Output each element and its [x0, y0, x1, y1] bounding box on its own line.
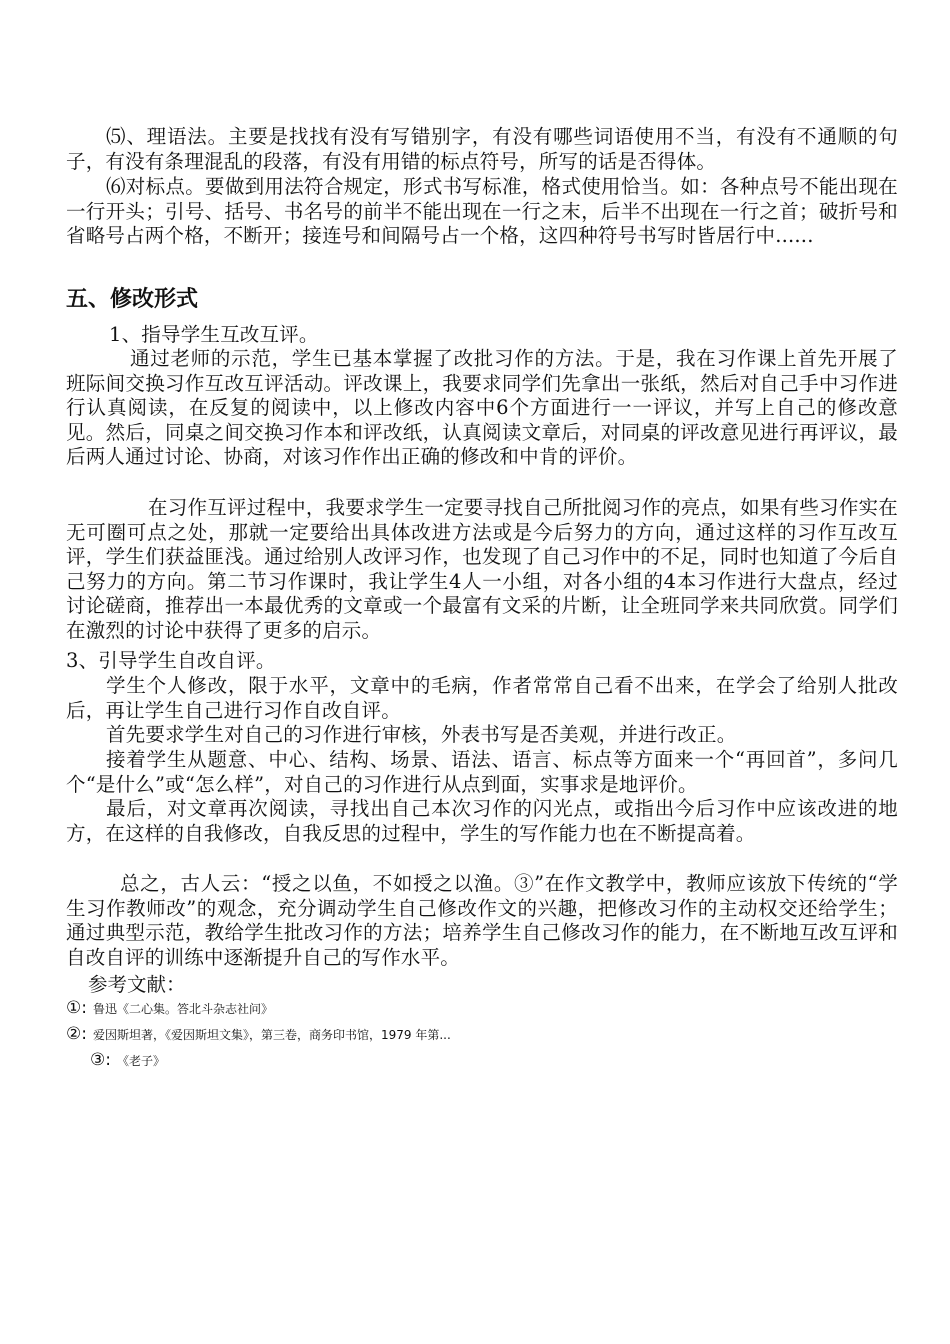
- paragraph-self-review-2: 首先要求学生对自己的习作进行审核，外表书写是否美观，并进行改正。: [106, 723, 737, 746]
- reference-text: 鲁迅《二心集。答北斗杂志社问》: [92, 1002, 273, 1016]
- reference-number: ②:: [66, 1024, 87, 1044]
- reference-item: [66, 1025, 451, 1044]
- paragraph-peer-review-1: 通过老师的示范，学生已基本掌握了改批习作的方法。于是，我在习作课上首先开展了班际间交换习作互改互评活动。评改课上，我要求同学们先拿出一张纸，然后对自己手中习作进行认真阅读，在反复的阅读中，以上修改内容中6个方面进行一一评议，并写上自己的修改意见。然后，同桌之间交换习作本和评改纸，认真阅读文章后，对同桌的评改意见进行再评议，最后两人通过讨论、协商，对该习作作出正确的修改和中肯的评价。: [66, 347, 898, 469]
- reference-text: 《老子》: [116, 1054, 165, 1068]
- reference-number: ①:: [66, 998, 87, 1018]
- section-heading: 五、修改形式: [66, 287, 199, 312]
- references-label: 参考文献：: [88, 973, 186, 996]
- subheading-peer-review: 1、指导学生互改互评。: [109, 323, 319, 346]
- paragraph-peer-review-2: 在习作互评过程中，我要求学生一定要寻找自己所批阅习作的亮点，如果有些习作实在无可圈可点之处，那就一定要给出具体改进方法或是今后努力的方向，通过这样的习作互改互评，学生们获益匪浅。通过给别人改评习作，也发现了自己习作中的不足，同时也知道了今后自己努力的方向。第二节习作课时，我让学生4人一小组，对各小组的4本习作进行大盘点，经过讨论磋商，推荐出一本最优秀的文章或一个最富有文采的片断，让全班同学来共同欣赏。同学们在激烈的讨论中获得了更多的启示。: [66, 496, 898, 642]
- reference-text: 爱因斯坦著，《爱因斯坦文集》，第三卷，商务印书馆，1979 年第...: [92, 1028, 451, 1042]
- paragraph-conclusion: 总之，古人云：“授之以鱼，不如授之以渔。③”在作文教学中，教师应该放下传统的“学生习作教师改”的观念，充分调动学生自己修改作文的兴趣，把修改习作的主动权交还给学生；通过典型示范，教给学生批改习作的方法；培养学生自己修改习作的能力，在不断地互改互评和自改自评的训练中逐渐提升自己的写作水平。: [66, 872, 898, 969]
- paragraph-punctuation: ⑹对标点。要做到用法符合规定，形式书写标准，格式使用恰当。如：各种点号不能出现在一行开头；引号、括号、书名号的前半不能出现在一行之末，后半不出现在一行之首；破折号和省略号占两个格，不断开；接连号和间隔号占一个格，这四种符号书写时皆居行中......: [66, 175, 898, 248]
- reference-item: [66, 999, 273, 1018]
- paragraph-self-review-3: 接着学生从题意、中心、结构、场景、语法、语言、标点等方面来一个“再回首”，多问几个“是什么”或“怎么样”，对自己的习作进行从点到面，实事求是地评价。: [66, 748, 898, 796]
- subheading-self-review: 3、引导学生自改自评。: [66, 649, 276, 672]
- reference-item: [90, 1051, 165, 1070]
- reference-number: ③:: [90, 1050, 111, 1070]
- paragraph-self-review-4: 最后，对文章再次阅读，寻找出自己本次习作的闪光点，或指出今后习作中应该改进的地方，在这样的自我修改，自我反思的过程中，学生的写作能力也在不断提高着。: [66, 797, 898, 845]
- paragraph-grammar: ⑸、理语法。主要是找找有没有写错别字，有没有哪些词语使用不当，有没有不通顺的句子，有没有条理混乱的段落，有没有用错的标点符号，所写的话是否得体。: [66, 125, 898, 173]
- paragraph-self-review-1: 学生个人修改，限于水平，文章中的毛病，作者常常自己看不出来，在学会了给别人批改后，再让学生自己进行习作自改自评。: [66, 674, 898, 722]
